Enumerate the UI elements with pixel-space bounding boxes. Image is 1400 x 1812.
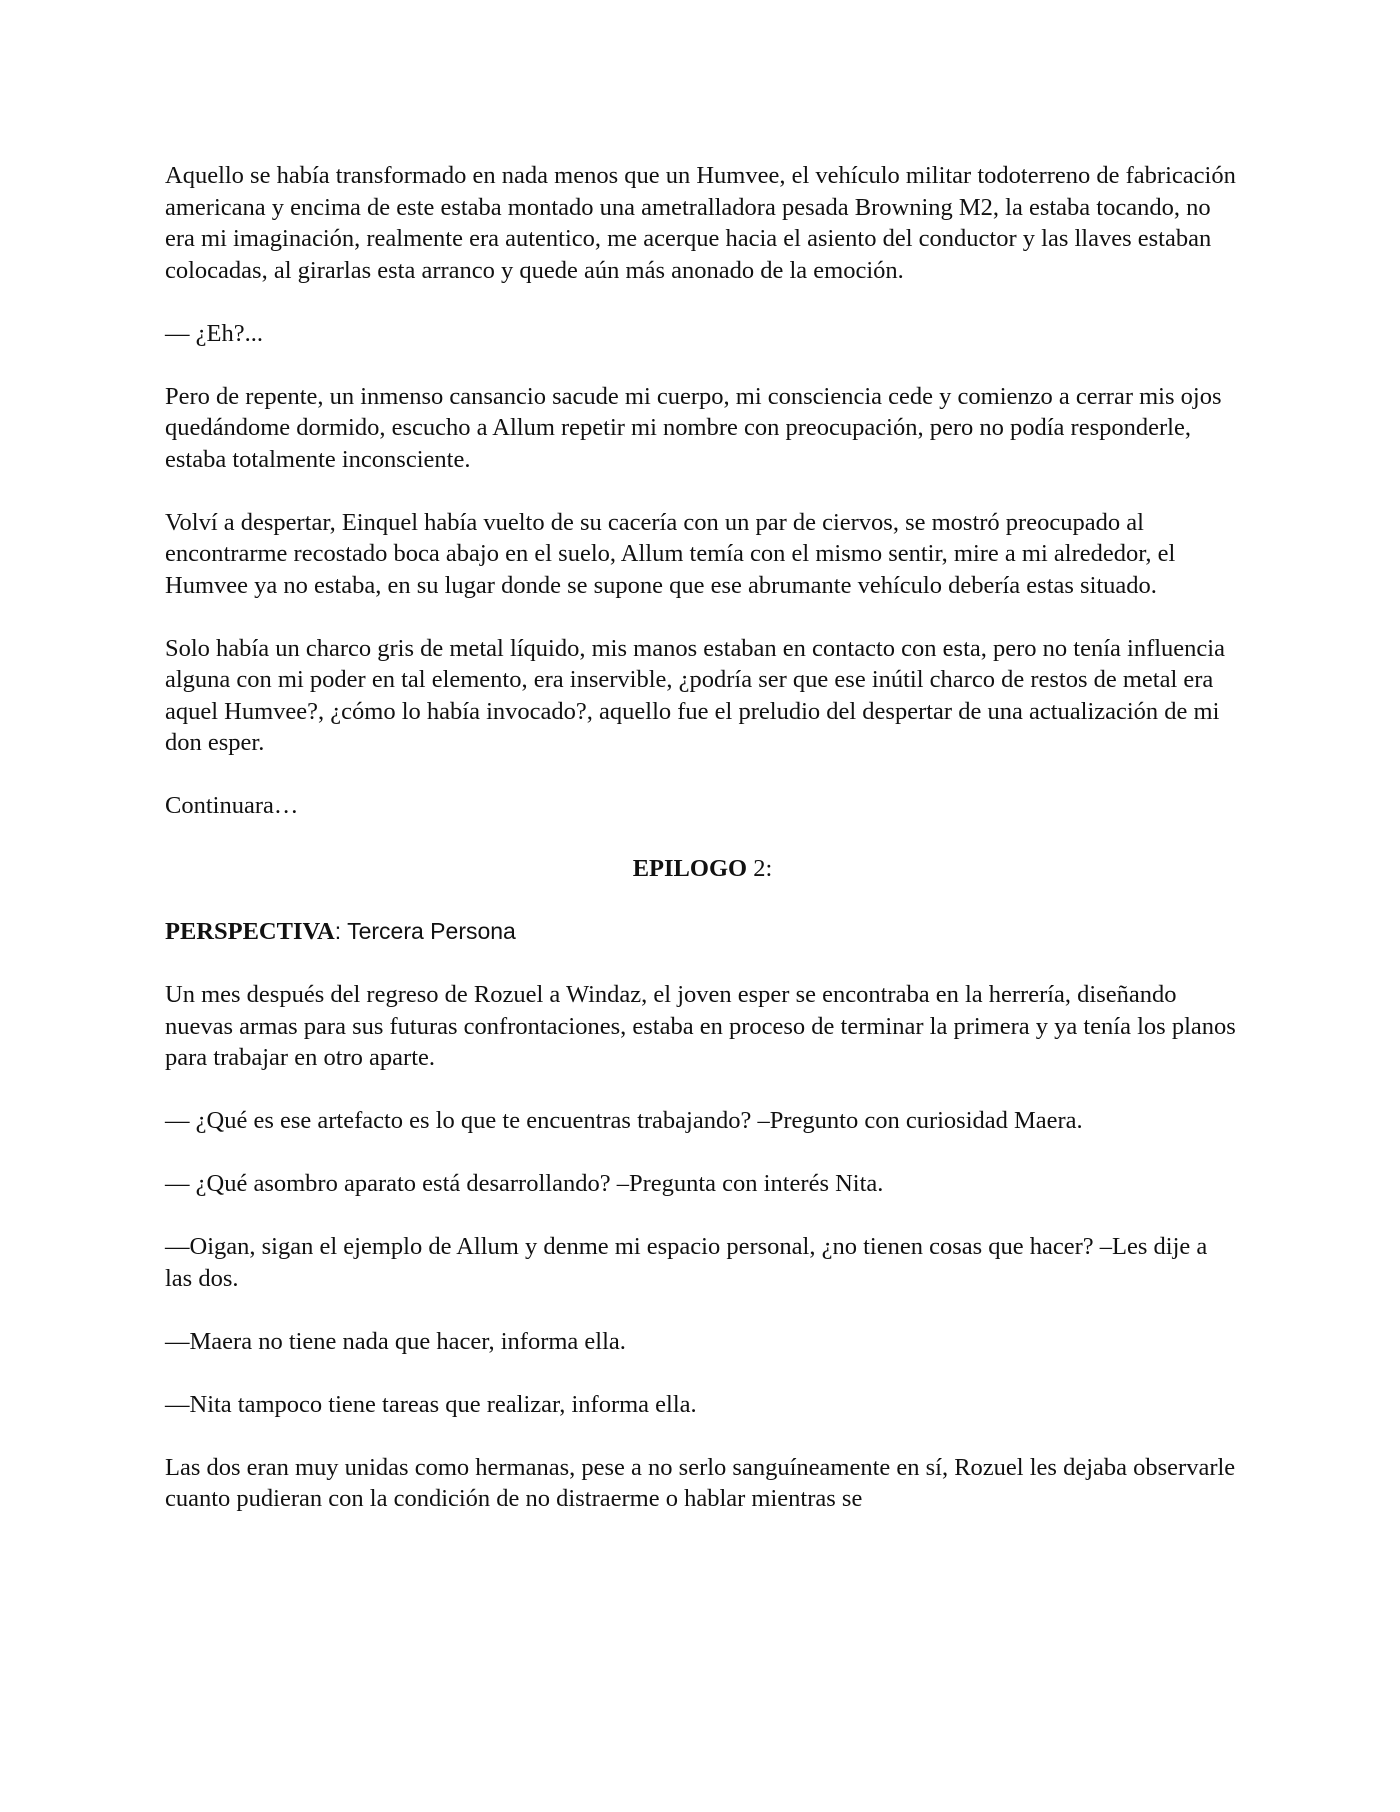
paragraph: —Nita tampoco tiene tareas que realizar, informa ella. [165, 1390, 697, 1418]
section-heading-number: 2: [747, 855, 773, 882]
perspective-value: : Tercera Persona [334, 918, 516, 944]
paragraph: —Maera no tiene nada que hacer, informa ella. [165, 1327, 626, 1355]
paragraph: — ¿Qué es ese artefacto es lo que te encuentras trabajando? –Pregunto con curiosidad Maera. [165, 1107, 1083, 1134]
paragraph: —Oigan, sigan el ejemplo de Allum y denme mi espacio personal, ¿no tienen cosas que hacer? –Les dije a las dos. [165, 1233, 1208, 1292]
paragraph: Continuara… [165, 792, 299, 819]
paragraph: Volví a despertar, Einquel había vuelto de su cacería con un par de ciervos, se mostró preocupado al encontrarme recostado boca abajo en el suelo, Allum temía con el mismo sentir, mire a mi alrededor, el Humvee ya no estaba, en su lugar donde se supone que ese abrumante vehículo debería estas situado. [165, 508, 1176, 599]
paragraph: Aquello se había transformado en nada menos que un Humvee, el vehículo militar todoterreno de fabricación americana y encima de este estaba montado una ametralladora pesada Browning M2, la estaba tocando, no era mi imaginación, realmente era autentico, me acerque hacia el asiento del conductor y las llaves estaban colocadas, al girarlas esta arranco y quede aún más anonado de la emoción. [165, 162, 1236, 284]
paragraph: Pero de repente, un inmenso cansancio sacude mi cuerpo, mi consciencia cede y comienzo a cerrar mis ojos quedándome dormido, escucho a Allum repetir mi nombre con preocupación, pero no podía responderle, estaba totalmente inconsciente. [165, 382, 1222, 473]
paragraph: Solo había un charco gris de metal líquido, mis manos estaban en contacto con esta, pero no tenía influencia alguna con mi poder en tal elemento, era inservible, ¿podría ser que ese inútil charco de restos de metal era aquel Humvee?, ¿cómo lo había invocado?, aquello fue el preludio del despertar de una actualización de mi don esper. [165, 634, 1225, 756]
section-heading-bold: EPILOGO [632, 855, 748, 882]
paragraph: Un mes después del regreso de Rozuel a Windaz, el joven esper se encontraba en la herrería, diseñando nuevas armas para sus futuras confrontaciones, estaba en proceso de terminar la primera y ya tenía los planos para trabajar en otro aparte. [165, 981, 1236, 1071]
section-heading [165, 853, 1240, 885]
perspective-line [165, 916, 1240, 948]
paragraph: — ¿Eh?... [165, 319, 263, 347]
paragraph: — ¿Qué asombro aparato está desarrollando? –Pregunta con interés Nita. [165, 1170, 884, 1197]
document-page [165, 160, 1240, 1546]
paragraph: Las dos eran muy unidas como hermanas, pese a no serlo sanguíneamente en sí, Rozuel les dejaba observarle cuanto pudieran con la condición de no distraerme o hablar mientras se [165, 1453, 1236, 1512]
perspective-label: PERSPECTIVA [165, 918, 335, 945]
